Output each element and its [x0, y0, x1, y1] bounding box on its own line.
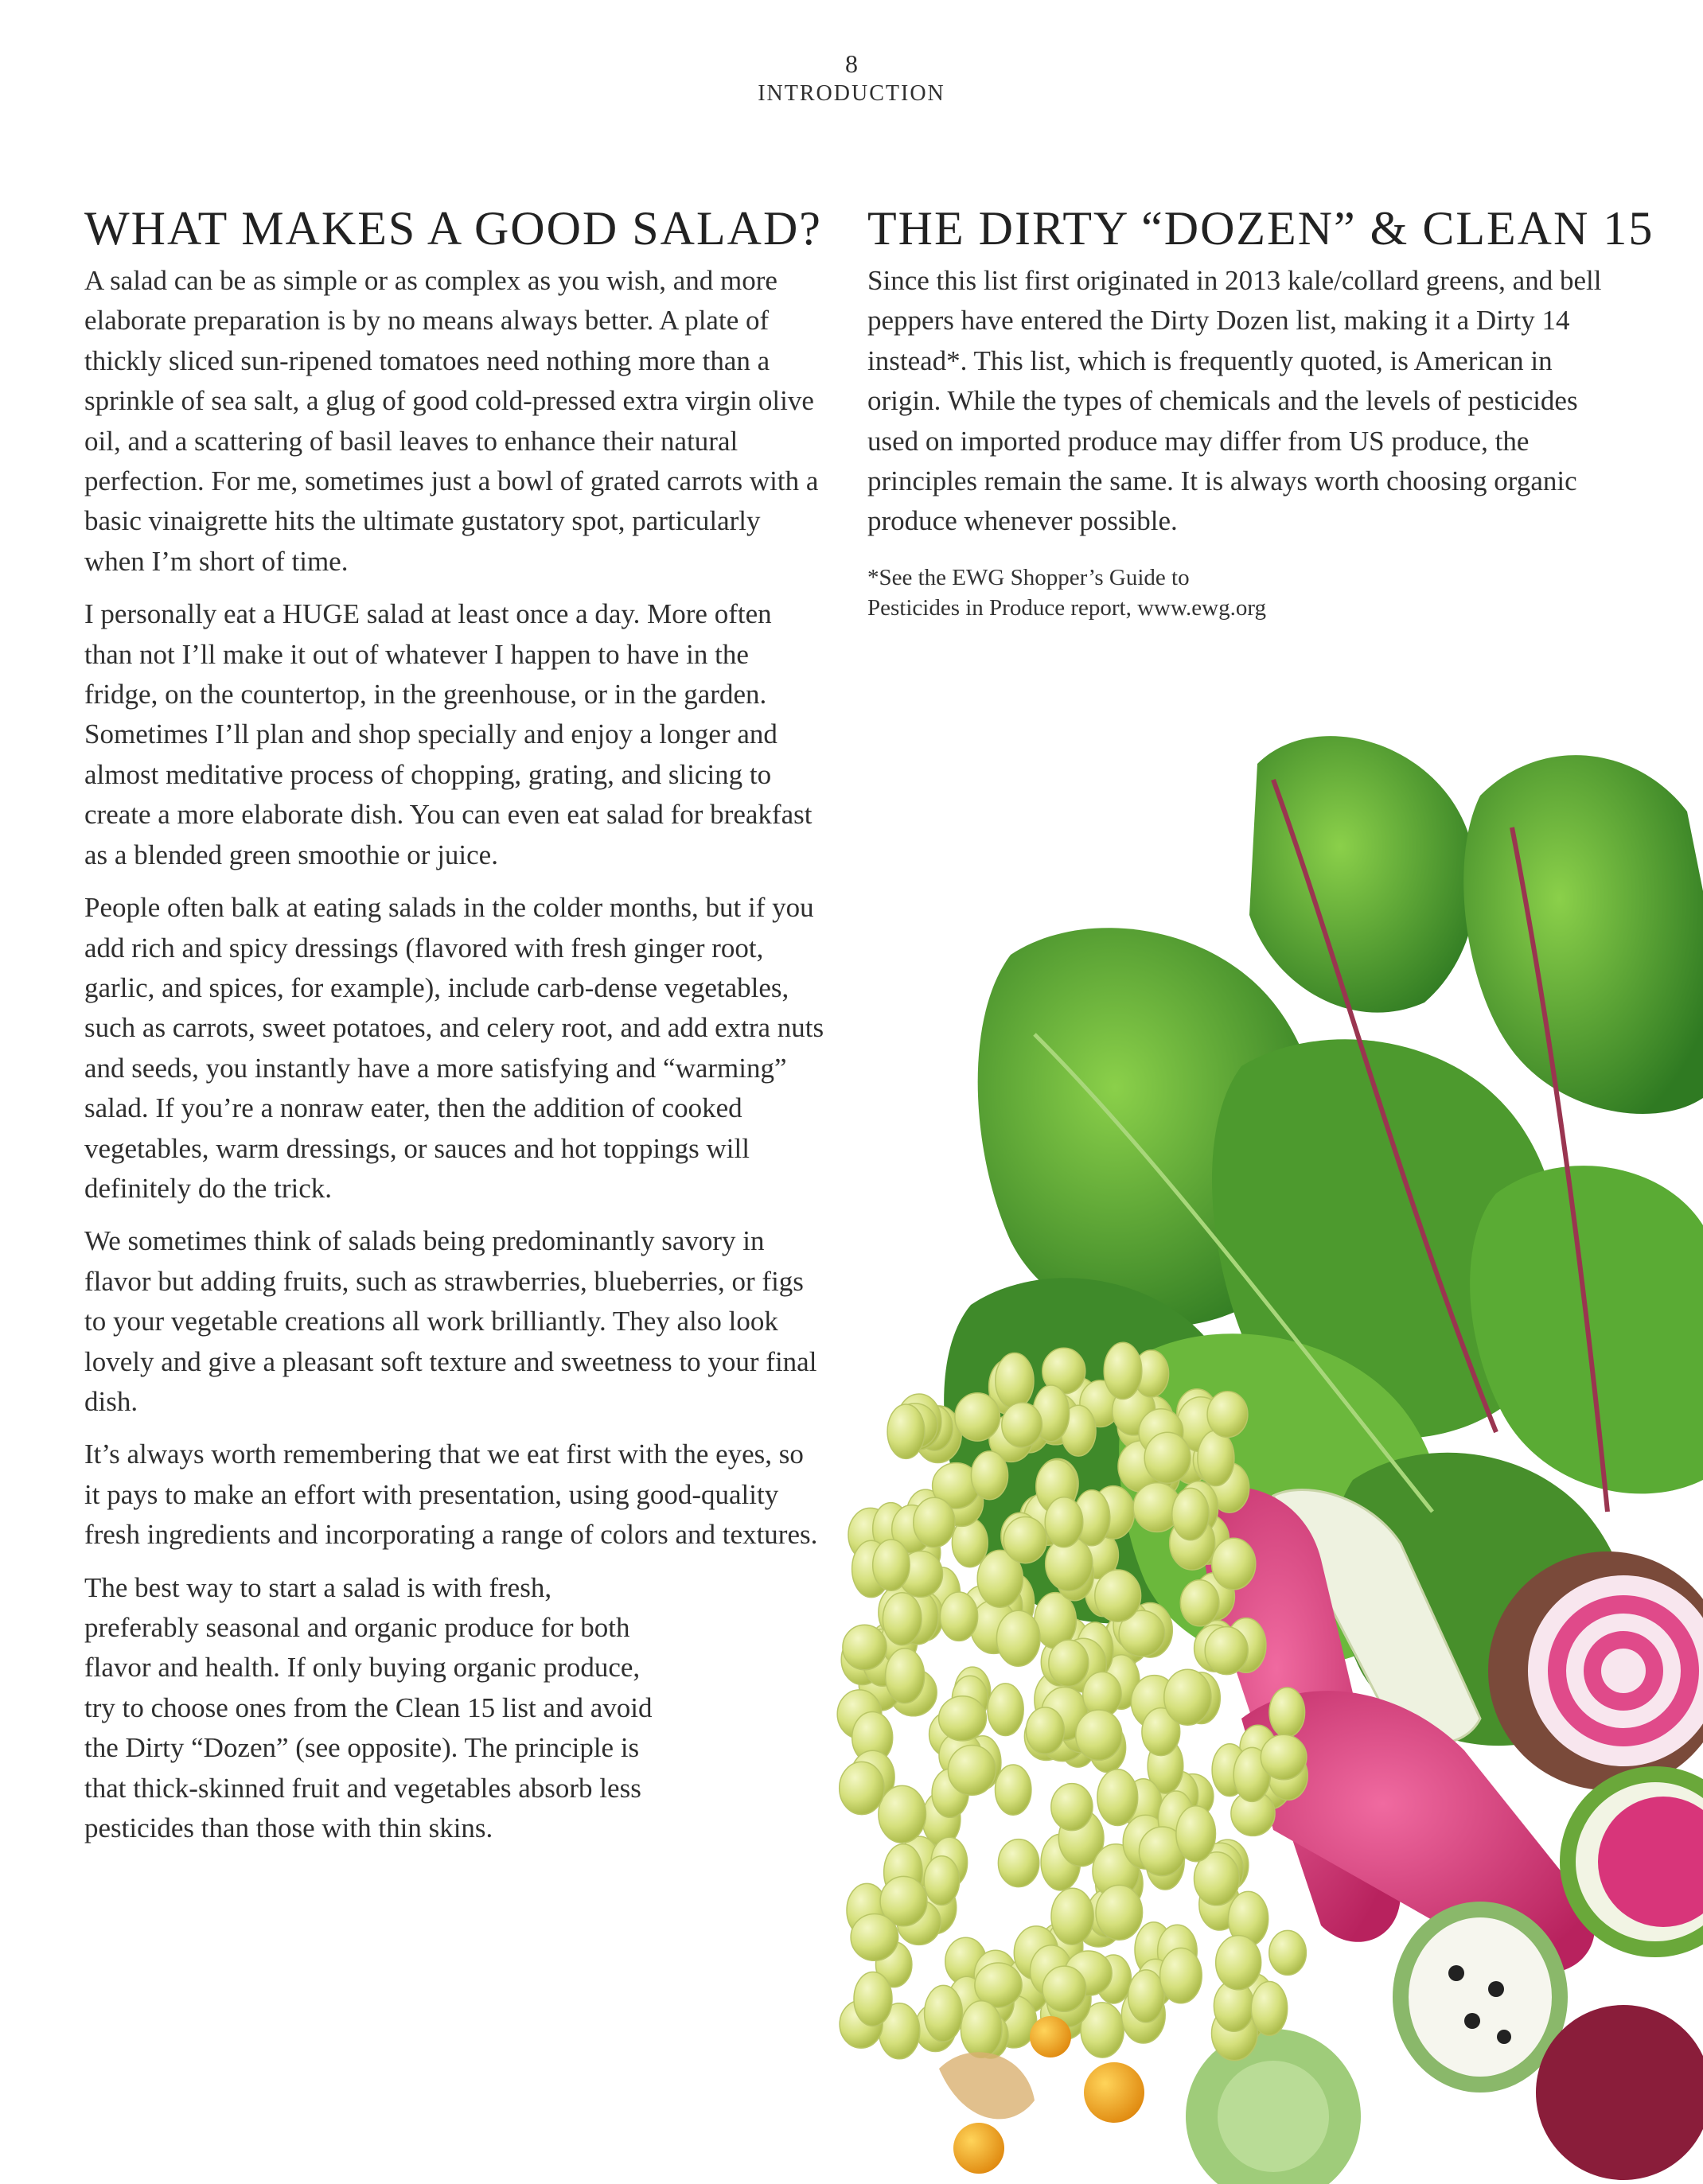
grape: [1235, 1974, 1275, 2030]
grape: [1247, 1756, 1292, 1809]
grape: [1144, 1432, 1191, 1483]
right-paragraph: Since this list first originated in 2013 kale/collard greens, and bell peppers have entered the Dirty Dozen list, making it a Dirty 14 instead*. This list, which is frequently quoted, is American in origin. While the types of chemicals and the levels of pesticides used on imported produce may differ from US produce, the principles remain the same. It is always worth choosing organic produce whenever possible.: [867, 265, 1602, 537]
grape: [965, 1736, 1001, 1789]
grape: [998, 1839, 1039, 1887]
grape: [840, 1762, 884, 1814]
grape: [933, 1463, 980, 1509]
grape: [1060, 1696, 1101, 1753]
grape: [1251, 1982, 1287, 2036]
grape: [1133, 1483, 1181, 1532]
grape: [1074, 1490, 1110, 1546]
grape: [939, 1696, 987, 1741]
grape: [1226, 1618, 1266, 1673]
grape: [1118, 1441, 1165, 1492]
grape: [1167, 1671, 1205, 1723]
grape: [1060, 1719, 1097, 1767]
grape: [1212, 1538, 1256, 1590]
grape: [1051, 1888, 1093, 1945]
grape: [1026, 1707, 1064, 1754]
grape: [1031, 1945, 1073, 1996]
grape: [1135, 1922, 1173, 1977]
grape-bunch: [837, 1342, 1307, 2060]
grape: [925, 1567, 960, 1620]
grape: [1137, 1959, 1174, 2006]
grape: [880, 1876, 927, 1925]
grape: [988, 1684, 1023, 1736]
grape: [1158, 1791, 1194, 1847]
grape: [1171, 1430, 1210, 1484]
grape: [1158, 1925, 1198, 1978]
grape: [1056, 1549, 1094, 1600]
grape: [996, 1610, 1040, 1666]
grape: [1198, 1431, 1234, 1486]
radishes: [1194, 1487, 1595, 1974]
grape: [996, 1353, 1034, 1409]
grape: [1233, 1747, 1270, 1801]
grape: [1104, 1342, 1142, 1399]
grape: [1033, 1385, 1070, 1442]
grape: [854, 1972, 892, 2026]
footnote-line: *See the EWG Shopper’s Guide to: [867, 564, 1190, 590]
grape: [975, 1963, 1022, 2007]
grape: [974, 1950, 1017, 1999]
grape: [851, 1750, 894, 1804]
left-paragraph: It’s always worth remembering that we eat first with the eyes, so it pays to make an effort with presentation, using good-quality fresh ingredients and incorporating a range of colors and textures.: [84, 1438, 818, 1551]
grape: [1159, 1771, 1198, 1820]
grape: [1060, 1638, 1106, 1692]
grape: [939, 1732, 982, 1778]
grape: [952, 1518, 988, 1567]
grape: [840, 2000, 883, 2048]
grape: [1039, 1679, 1075, 1734]
grape: [948, 1976, 986, 2030]
grape: [963, 1586, 1002, 1633]
grape: [1049, 1640, 1089, 1686]
grape: [1079, 1532, 1119, 1579]
grape: [914, 1406, 961, 1463]
grape: [1132, 1396, 1173, 1443]
grape: [1206, 1839, 1248, 1890]
grape: [1146, 1817, 1181, 1865]
grape: [1076, 1710, 1122, 1760]
grape: [837, 1690, 882, 1738]
left-column: [84, 200, 824, 1861]
grape: [892, 1403, 937, 1448]
grape: [1046, 1921, 1083, 1972]
grape: [852, 1712, 893, 1764]
grape: [1106, 1610, 1151, 1663]
grape: [1089, 1723, 1126, 1772]
grape: [1035, 1672, 1075, 1727]
grape: [940, 1592, 977, 1641]
grape: [1041, 1834, 1080, 1890]
grape: [1207, 1392, 1248, 1438]
grape: [881, 1618, 917, 1664]
grape: [1085, 1562, 1121, 1616]
grape: [851, 1914, 898, 1961]
grape: [955, 1393, 1000, 1441]
grape: [1002, 1403, 1042, 1447]
grape: [932, 1769, 968, 1817]
grape: [1132, 1448, 1175, 1495]
grape: [897, 1900, 941, 1945]
bok-choy: [1273, 1490, 1480, 1744]
grape: [1119, 1610, 1164, 1656]
grape: [897, 1590, 938, 1645]
grape: [890, 1669, 937, 1716]
grape: [1128, 1603, 1172, 1658]
grape: [925, 1985, 963, 2042]
grape: [1199, 1621, 1235, 1668]
grape: [1177, 1389, 1217, 1438]
grape: [989, 1415, 1033, 1462]
grape: [973, 2014, 1008, 2058]
grape: [879, 2003, 919, 2059]
grape: [977, 1550, 1023, 1607]
grape: [1008, 1405, 1050, 1453]
grape: [847, 1883, 887, 1937]
grape: [1240, 1725, 1276, 1772]
grape: [1269, 1688, 1305, 1737]
grape: [1121, 1987, 1165, 2043]
grape: [852, 1540, 890, 1597]
grape: [1077, 1622, 1113, 1678]
grape: [1046, 1536, 1093, 1590]
grape: [899, 1551, 943, 1598]
grape: [1180, 1580, 1219, 1626]
grape: [1210, 1463, 1249, 1513]
page-number: 8: [845, 49, 858, 78]
right-column: [867, 200, 1654, 623]
grape: [1170, 1516, 1215, 1570]
left-paragraph: I personally eat a HUGE salad at least once a day. More often than not I’ll make it out of whatever I happen to have in the fridge, on the countertop, in the greenhouse, or in the garden. Sometimes I’ll plan and shop specially and enjoy a longer and almost meditative process of chopping, grating, and slicing to create a more elaborate dish. You can even eat salad for breakfast as a blended green smoothie or juice.: [84, 598, 813, 870]
grape: [1051, 1784, 1093, 1831]
grape: [1214, 1980, 1253, 2031]
left-paragraph: People often balk at eating salads in the colder months, but if you add rich and spicy dressings (flavored with fresh ginger root, garlic, and spices, for example), include carb-dense vegetables, such as carrots, sweet potatoes, and celery root, and add extra nuts and seeds, you instantly have a more satisfying and “warming” salad. If you’re a nonraw eater, then the addition of cooked vegetables, warm dressings, or sauces and hot toppings will definitely do the trick.: [84, 892, 824, 1204]
grape: [892, 1505, 932, 1553]
grape: [1138, 1449, 1180, 1500]
footnote: [867, 563, 1615, 623]
grape: [1176, 1806, 1216, 1862]
grape: [1142, 1708, 1180, 1756]
grape: [940, 1478, 984, 1527]
grape: [989, 1360, 1025, 1414]
grape: [900, 1530, 941, 1575]
grape: [1133, 1350, 1168, 1397]
running-head: INTRODUCTION: [758, 81, 945, 106]
grape: [843, 1625, 887, 1669]
grape: [1035, 1593, 1077, 1649]
grape: [1216, 1936, 1261, 1990]
grape: [929, 1712, 968, 1757]
grape: [1039, 1715, 1085, 1762]
grape: [1095, 1570, 1141, 1621]
grape: [894, 1846, 940, 1890]
grape: [1003, 1517, 1046, 1563]
grape: [1139, 1827, 1186, 1876]
grape: [1172, 1488, 1209, 1540]
grape: [1046, 1971, 1091, 2027]
grape: [1024, 1712, 1068, 1760]
grape: [1061, 1405, 1096, 1456]
grape: [1093, 1844, 1140, 1898]
grape: [1096, 1955, 1131, 2003]
grape: [1103, 1655, 1140, 1710]
grape: [1096, 1856, 1143, 1912]
grape: [1001, 1512, 1039, 1559]
grape: [952, 1676, 988, 1722]
grape: [914, 1882, 957, 1933]
grape: [961, 2001, 1002, 2058]
grape: [876, 1942, 912, 1987]
grape: [1139, 1409, 1183, 1456]
grape: [1024, 1492, 1069, 1545]
grape: [948, 1746, 996, 1796]
grape: [1060, 1378, 1098, 1429]
grape: [1083, 1672, 1121, 1717]
grape: [1020, 1495, 1060, 1540]
grape: [1103, 1616, 1142, 1671]
grape: [1081, 2003, 1124, 2057]
grape: [896, 1595, 932, 1643]
grape: [886, 1649, 925, 1703]
grape: [1199, 1878, 1241, 1930]
grape: [992, 1995, 1037, 2048]
grape: [859, 1658, 902, 1711]
grape: [1218, 1988, 1265, 2044]
grape: [971, 1600, 1017, 1653]
grape: [879, 1586, 919, 1639]
grape: [1096, 1885, 1143, 1940]
grape: [1148, 1739, 1183, 1794]
grape: [1006, 1956, 1050, 2013]
grape: [1087, 1889, 1129, 1937]
grape: [1032, 1393, 1080, 1445]
watermelon-radish: [1560, 1766, 1703, 1957]
grape: [1041, 1638, 1079, 1686]
grape: [1269, 1930, 1307, 1975]
left-paragraph: We sometimes think of salads being predominantly savory in flavor but adding fruits, such as strawberries, blueberries, or figs to your vegetable creations all work brilliantly. They also look lovely and give a pleasant soft texture and sweetness to your final dish.: [84, 1225, 817, 1417]
grape: [1171, 1774, 1214, 1819]
grape: [1183, 1672, 1221, 1724]
grape: [897, 1394, 941, 1450]
grape: [887, 1404, 925, 1458]
grape: [1261, 1734, 1307, 1779]
grape: [1058, 1810, 1104, 1867]
grape: [998, 1575, 1034, 1631]
grape: [1123, 1815, 1167, 1869]
grape: [873, 1503, 910, 1555]
grape: [972, 1980, 1015, 2026]
grape: [869, 1623, 907, 1672]
grape: [1212, 1744, 1247, 1797]
grape: [879, 1785, 926, 1843]
grape: [1229, 1891, 1268, 1946]
leafy-greens: [944, 736, 1703, 1746]
grape: [985, 1583, 1023, 1632]
footnote-line: Pesticides in Produce report, www.ewg.org: [867, 594, 1266, 621]
grape: [1177, 1397, 1224, 1452]
grape: [931, 1837, 968, 1887]
grape: [1037, 1458, 1078, 1509]
left-heading: WHAT MAKES A GOOD SALAD?: [84, 202, 822, 255]
grape: [1128, 1970, 1164, 2022]
grape: [1041, 1990, 1087, 2040]
custard-apple: [1186, 1902, 1568, 2184]
grape: [884, 1844, 922, 1901]
grape: [1113, 1386, 1155, 1435]
grape: [1040, 1923, 1081, 1968]
grape: [971, 1451, 1007, 1500]
grape: [1055, 1618, 1090, 1672]
grape: [922, 1792, 961, 1846]
grape: [1113, 1602, 1149, 1649]
grape: [1014, 1926, 1058, 1980]
grape: [1160, 1948, 1202, 2003]
grape: [1124, 1779, 1162, 1834]
grape: [841, 1635, 883, 1685]
grape: [1198, 1843, 1243, 1897]
grape: [1045, 1497, 1083, 1547]
grape: [1042, 1966, 1086, 2011]
grape: [914, 1497, 955, 1547]
grape: [1092, 1486, 1134, 1540]
chioggia-beet: [1488, 1551, 1703, 1790]
grape: [883, 1593, 922, 1645]
grape: [917, 1406, 953, 1450]
grape: [1193, 1438, 1230, 1482]
grape: [1097, 1769, 1138, 1826]
grape: [1194, 1852, 1240, 1906]
grape: [862, 1629, 902, 1686]
grape: [1117, 1403, 1157, 1450]
grape: [906, 1489, 945, 1540]
grape: [1212, 2007, 1258, 2061]
grape: [1187, 1514, 1230, 1564]
grape: [1194, 1573, 1234, 1621]
grape: [1065, 1951, 1112, 1995]
physalis: [939, 2016, 1144, 2174]
grape: [1164, 1669, 1211, 1725]
left-paragraph: A salad can be as simple or as complex as you wish, and more elaborate preparation is by no means always better. A plate of thickly sliced sun-ripened tomatoes need nothing more than a sprinkle of sea salt, a glug of good cold-pressed extra virgin olive oil, and a scattering of basil leaves to enhance their natural perfection. For me, sometimes just a bowl of grated carrots with a basic vinaigrette hits the ultimate gustatory spot, particularly when I’m short of time.: [84, 265, 819, 577]
right-heading: THE DIRTY “DOZEN” & CLEAN 15: [867, 202, 1654, 255]
grape: [1231, 1791, 1275, 1836]
grape: [1042, 1348, 1085, 1394]
left-paragraph: The best way to start a salad is with fresh, preferably seasonal and organic produce for both flavor and health. If only buying organic produce, try to choose ones from the Clean 15 list and avoid the Dirty “Dozen” (see opposite). The principle is that thick-skinned fruit and vegetables absorb less pesticides than those with thin skins.: [84, 1571, 653, 1844]
grape: [1042, 1688, 1088, 1741]
grape: [996, 1765, 1031, 1815]
grape: [1080, 1380, 1120, 1427]
grape: [848, 1508, 892, 1561]
grape: [898, 1836, 940, 1893]
grape: [915, 2004, 956, 2052]
grape: [924, 1856, 959, 1906]
grape: [1131, 1676, 1178, 1729]
grape: [945, 1937, 987, 1985]
page-header: [0, 48, 1703, 108]
grape: [1055, 1510, 1095, 1561]
grape: [1036, 1460, 1078, 1514]
grape: [873, 1540, 910, 1590]
grape: [954, 1667, 990, 1718]
grape: [1268, 1751, 1307, 1800]
grape: [907, 1592, 944, 1641]
red-beet: [1536, 2005, 1703, 2180]
grape: [1076, 1901, 1121, 1947]
grape: [1194, 1625, 1237, 1672]
grape: [1179, 1481, 1218, 1535]
grape: [1205, 1627, 1248, 1675]
grape: [1146, 1833, 1184, 1890]
